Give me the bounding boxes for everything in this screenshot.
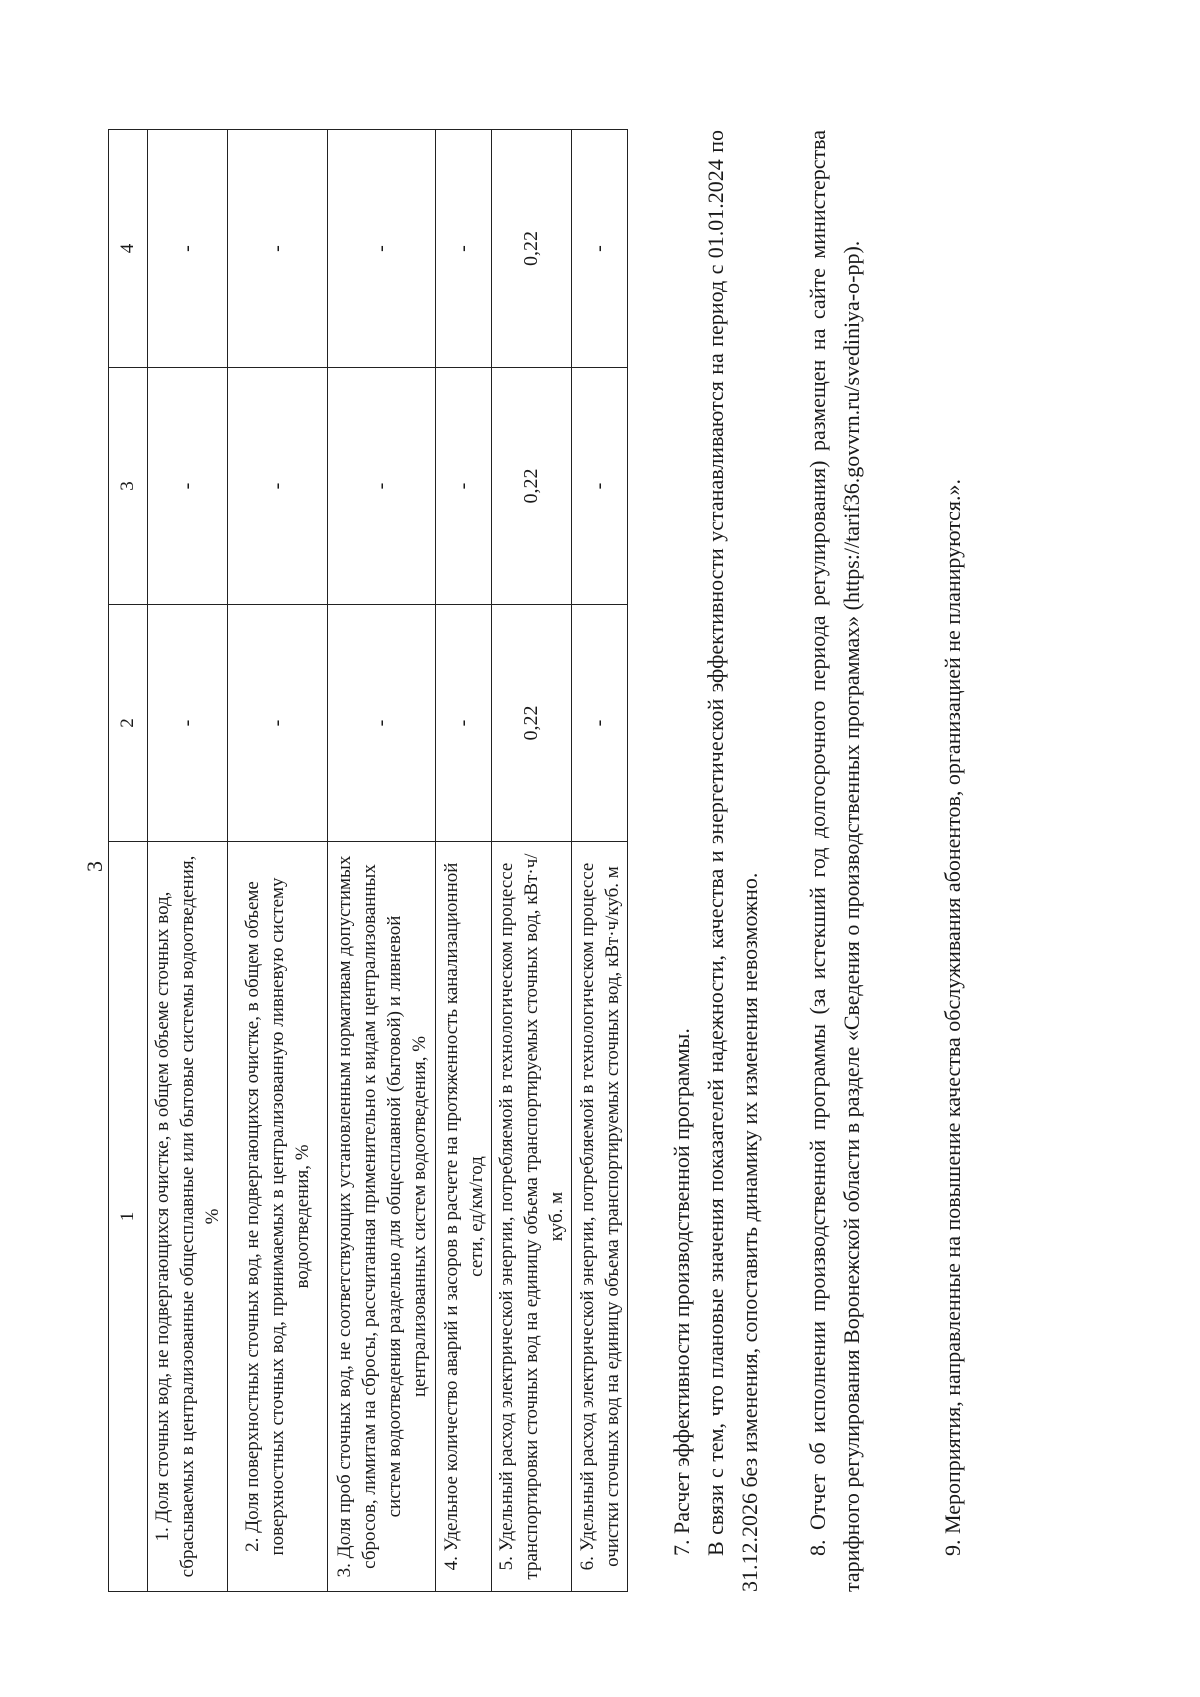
page-number: 3 bbox=[82, 861, 107, 872]
table-header-cell: 1 bbox=[109, 842, 148, 1592]
value-cell: - bbox=[148, 130, 228, 368]
value-cell: 0,22 bbox=[492, 130, 572, 368]
section-8-text: 8. Отчет об исполнении производственной программы (за истекший год долгосрочного периода регулирования) размещен на сайте министерства тарифного регулирования Воронежской области в разделе «Сведения о производственных программах» (https://tarif36.govvrn.ru/svediniya-o-pp). bbox=[805, 130, 864, 1592]
table-row bbox=[436, 130, 492, 1592]
value-cell: 0,22 bbox=[492, 368, 572, 605]
table-row bbox=[228, 130, 328, 1592]
indicator-name: 5. Удельный расход электрической энергии, потребляемой в технологическом процессе транспортировки сточных вод на единицу объема транспортируемых сточных вод, кВт·ч/куб. м bbox=[492, 842, 572, 1592]
section-7-text: В связи с тем, что плановые значения показателей надежности, качества и энергетической эффективности устанавливаются на период с 01.01.2024 по 31.12.2026 без изменения, сопоставить динамику их изменения невозможно. bbox=[703, 130, 762, 1592]
value-cell: - bbox=[228, 605, 328, 842]
value-cell: - bbox=[228, 368, 328, 605]
value-cell: - bbox=[436, 368, 492, 605]
value-cell: - bbox=[228, 130, 328, 368]
indicator-name: 3. Доля проб сточных вод, не соответствующих установленным нормативам допустимых сбросов, лимитам на сбросы, рассчитанная применительно к видам централизованных систем водоотведения раздельно для общесплавной (бытовой) и ливневой централизованных систем водоотведения, % bbox=[328, 842, 436, 1592]
section-7-title: 7. Расчет эффективности производственной программы. bbox=[669, 1028, 694, 1556]
value-cell: - bbox=[328, 368, 436, 605]
table-row bbox=[492, 130, 572, 1592]
value-cell: 0,22 bbox=[492, 605, 572, 842]
section-9-text: 9. Мероприятия, направленные на повышение качества обслуживания абонентов, организацией не планируются.». bbox=[940, 478, 965, 1556]
value-cell: - bbox=[328, 130, 436, 368]
value-cell: - bbox=[328, 605, 436, 842]
table-row bbox=[572, 130, 628, 1592]
value-cell: - bbox=[436, 605, 492, 842]
indicators-table bbox=[108, 129, 628, 1592]
table-header-cell: 4 bbox=[109, 130, 148, 368]
value-cell: - bbox=[436, 130, 492, 368]
table-row bbox=[148, 130, 228, 1592]
indicator-name: 4. Удельное количество аварий и засоров в расчете на протяженность канализационной сети, ед/км/год bbox=[436, 842, 492, 1592]
value-cell: - bbox=[148, 368, 228, 605]
value-cell: - bbox=[148, 605, 228, 842]
value-cell: - bbox=[572, 130, 628, 368]
table-row bbox=[328, 130, 436, 1592]
table-header-cell: 3 bbox=[109, 368, 148, 605]
value-cell: - bbox=[572, 368, 628, 605]
indicator-name: 2. Доля поверхностных сточных вод, не подвергающихся очистке, в общем объеме поверхностных сточных вод, принимаемых в централизованную ливневую систему водоотведения, % bbox=[228, 842, 328, 1592]
table-header-row bbox=[109, 130, 148, 1592]
value-cell: - bbox=[572, 605, 628, 842]
table-header-cell: 2 bbox=[109, 605, 148, 842]
indicator-name: 6. Удельный расход электрической энергии, потребляемой в технологическом процессе очистки сточных вод на единицу объема транспортируемых сточных вод, кВт·ч/куб. м bbox=[572, 842, 628, 1592]
indicator-name: 1. Доля сточных вод, не подвергающихся очистке, в общем объеме сточных вод, сбрасываемых в централизованные общесплавные или бытовые системы водоотведения, % bbox=[148, 842, 228, 1592]
